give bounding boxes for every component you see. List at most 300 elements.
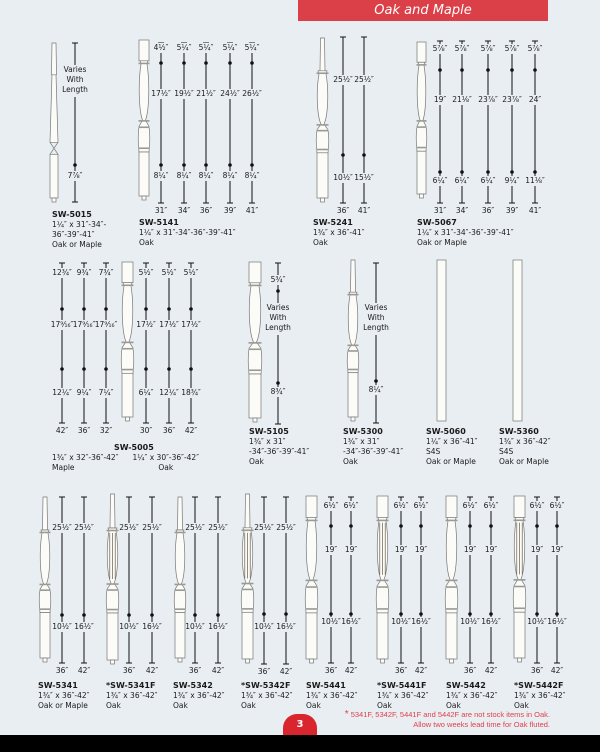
product-sw-5067 bbox=[416, 41, 545, 215]
spec-line: S4S bbox=[499, 447, 514, 456]
ring bbox=[242, 589, 254, 591]
product-sw-5342 bbox=[174, 497, 228, 675]
overall-length: 36″ bbox=[481, 206, 495, 215]
segment-length: 6½″ bbox=[413, 501, 429, 510]
varies-word: With bbox=[367, 313, 385, 322]
segment-length: 25½″ bbox=[74, 523, 94, 532]
divider-dot bbox=[468, 612, 472, 616]
divider-dot bbox=[438, 68, 442, 72]
bottom-block bbox=[139, 152, 149, 196]
ring bbox=[175, 608, 186, 610]
product-caption bbox=[417, 218, 514, 248]
divider-dot bbox=[204, 61, 208, 65]
overall-length: 31″ bbox=[154, 206, 168, 215]
section-title: Oak and Maple bbox=[298, 0, 548, 21]
segment-length: 24″ bbox=[528, 95, 542, 104]
ring bbox=[242, 529, 254, 531]
overall-length: 32″ bbox=[99, 426, 113, 435]
product-caption bbox=[446, 681, 497, 711]
pin bbox=[321, 198, 325, 202]
segment-length: 16½″ bbox=[142, 622, 162, 631]
divider-dot bbox=[510, 170, 514, 174]
overall-length: 42″ bbox=[484, 666, 498, 675]
bottom-block bbox=[348, 373, 358, 417]
ring bbox=[514, 579, 526, 581]
product-caption bbox=[139, 218, 236, 248]
spec-line: 1¾″ x 36″-42″ bbox=[173, 691, 225, 700]
divider-dot bbox=[329, 524, 333, 528]
pin bbox=[310, 659, 314, 663]
dimension-lines bbox=[398, 497, 424, 663]
segment-length: 10½″ bbox=[254, 622, 274, 631]
segment-length: 6½″ bbox=[323, 501, 339, 510]
divider-dot bbox=[216, 613, 220, 617]
page-number: 3 bbox=[283, 714, 317, 738]
divider-dot bbox=[228, 163, 232, 167]
segment-length: 16½″ bbox=[341, 617, 361, 626]
segment-length: 19″ bbox=[463, 545, 477, 554]
segment-length: 5⅞″ bbox=[527, 44, 543, 53]
overall-length: 34″ bbox=[177, 206, 191, 215]
spec-wood: Oak bbox=[158, 463, 174, 472]
overall-length: 42″ bbox=[77, 666, 91, 675]
footnote-line-2: Allow two weeks lead time for Oak fluted. bbox=[413, 720, 550, 729]
ring bbox=[446, 580, 458, 582]
overall-length: 36″ bbox=[199, 206, 213, 215]
turned-section bbox=[174, 530, 186, 613]
ring bbox=[348, 350, 359, 352]
ring bbox=[249, 348, 262, 350]
ring bbox=[107, 530, 119, 532]
product-sw-5341f bbox=[106, 494, 162, 675]
label-backgrounds bbox=[393, 501, 429, 627]
segment-length: 5¾″ bbox=[270, 275, 286, 284]
turned-section bbox=[121, 283, 134, 374]
overall-length: 36″ bbox=[122, 666, 136, 675]
segment-length: 6½″ bbox=[549, 501, 565, 510]
ring bbox=[377, 520, 389, 522]
turned-section bbox=[445, 518, 458, 613]
segment-length: 16½″ bbox=[481, 617, 501, 626]
product-caption bbox=[38, 681, 89, 711]
product-caption bbox=[249, 427, 309, 467]
pin-top bbox=[52, 43, 57, 75]
ring bbox=[446, 608, 458, 610]
varies-word: Length bbox=[62, 85, 88, 94]
overall-length: 42″ bbox=[279, 667, 293, 676]
board-shape bbox=[513, 260, 522, 421]
bottom-block bbox=[249, 374, 261, 418]
segment-length: 8¼″ bbox=[176, 171, 192, 180]
product-caption bbox=[173, 681, 224, 711]
ring bbox=[514, 586, 526, 588]
divider-dot bbox=[82, 367, 86, 371]
product-caption bbox=[241, 681, 292, 711]
pin bbox=[450, 659, 454, 663]
spec-line: 1¾″ x 31″ bbox=[343, 437, 380, 446]
divider-dot bbox=[144, 307, 148, 311]
bottom-block bbox=[317, 153, 328, 198]
top-block bbox=[249, 262, 261, 283]
divider-dot bbox=[535, 524, 539, 528]
segment-length: 10½″ bbox=[460, 617, 480, 626]
product-caption bbox=[343, 427, 403, 467]
pin bbox=[246, 659, 250, 663]
spec-line: 1¼″ x 31″-34″-36″-39″-41″ bbox=[139, 228, 236, 237]
product-code: SW-5015 bbox=[52, 210, 92, 219]
spec-line: 1¼″ x 31″-34″- bbox=[52, 220, 107, 229]
overall-length: 42″ bbox=[344, 666, 358, 675]
varies-word: Varies bbox=[266, 303, 290, 312]
ring bbox=[40, 608, 51, 610]
segment-length: 6½″ bbox=[483, 501, 499, 510]
overall-length: 34″ bbox=[455, 206, 469, 215]
dimension-lines bbox=[467, 497, 494, 663]
spec-line: Oak or Maple bbox=[499, 457, 549, 466]
ring bbox=[139, 126, 150, 128]
divider-dot bbox=[489, 524, 493, 528]
ring bbox=[122, 369, 134, 371]
segment-length: 5⅞″ bbox=[432, 44, 448, 53]
product-caption bbox=[52, 443, 199, 473]
divider-dot bbox=[535, 612, 539, 616]
dimension-labels bbox=[527, 501, 567, 675]
pin bbox=[420, 194, 424, 198]
pin bbox=[178, 658, 182, 662]
segment-length: 12¼″ bbox=[159, 388, 179, 397]
dimension-lines bbox=[59, 497, 87, 663]
segment-length: 5¼″ bbox=[198, 43, 214, 52]
dimension-labels bbox=[254, 523, 296, 676]
segment-length: 6¼″ bbox=[454, 176, 470, 185]
divider-dot bbox=[250, 163, 254, 167]
ring bbox=[175, 584, 186, 586]
product-sw-5015 bbox=[50, 43, 91, 202]
spec-line: 1¾″ x 36″-42″ bbox=[38, 691, 90, 700]
overall-length: 42″ bbox=[414, 666, 428, 675]
pin bbox=[253, 418, 257, 422]
segment-length: 19″ bbox=[414, 545, 428, 554]
segment-length: 6½″ bbox=[462, 501, 478, 510]
segment-length: 16½″ bbox=[208, 622, 228, 631]
divider-dot bbox=[250, 61, 254, 65]
spec-line: Oak bbox=[173, 701, 188, 710]
segment-length: 19″ bbox=[484, 545, 498, 554]
segment-length: 25½″ bbox=[119, 523, 139, 532]
bottom-block bbox=[377, 613, 388, 659]
ring bbox=[139, 63, 150, 65]
segment-length: 21½″ bbox=[196, 89, 216, 98]
top-block bbox=[417, 42, 426, 62]
dimension-labels bbox=[52, 523, 94, 675]
segment-length: 25½″ bbox=[276, 523, 296, 532]
ring bbox=[446, 520, 458, 522]
bottom-block bbox=[40, 613, 50, 659]
segment-length: 12¼″ bbox=[52, 388, 72, 397]
overall-length: 42″ bbox=[145, 666, 159, 675]
ring bbox=[107, 583, 119, 585]
segment-length: 7⅞″ bbox=[67, 171, 83, 180]
bottom-block bbox=[122, 373, 133, 417]
segment-length: 8¼″ bbox=[153, 171, 169, 180]
spec-line: Oak or Maple bbox=[426, 457, 476, 466]
spec-line: 1¼″ x 36″-41″ bbox=[426, 437, 478, 446]
pin-top bbox=[43, 497, 48, 530]
divider-dot bbox=[419, 524, 423, 528]
spec-line: Oak or Maple bbox=[38, 701, 88, 710]
ring bbox=[139, 147, 150, 149]
bottom-block bbox=[242, 612, 253, 659]
ring bbox=[348, 294, 359, 296]
segment-length: 21⅛″ bbox=[452, 95, 472, 104]
segment-length: 23⅞″ bbox=[478, 95, 498, 104]
segment-length: 8¼″ bbox=[198, 171, 214, 180]
label-backgrounds bbox=[121, 523, 160, 632]
top-block bbox=[306, 496, 317, 518]
segment-length: 5¼″ bbox=[176, 43, 192, 52]
ring bbox=[306, 520, 318, 522]
segment-length: 25½″ bbox=[333, 75, 353, 84]
dimension-labels bbox=[151, 43, 262, 215]
spec-line: Oak bbox=[241, 701, 256, 710]
product-sw-5360 bbox=[513, 260, 522, 421]
product-sw-5442f bbox=[513, 496, 567, 675]
product-code: SW-5005 bbox=[114, 443, 154, 452]
spec-line: 1¾″ x 31″ bbox=[249, 437, 286, 446]
top-block bbox=[446, 496, 457, 518]
product-code: SW-5360 bbox=[499, 427, 539, 436]
ring bbox=[175, 589, 186, 591]
spec-wood: Maple bbox=[52, 463, 75, 472]
pin-top bbox=[178, 497, 183, 530]
divider-dot bbox=[399, 524, 403, 528]
divider-dot bbox=[182, 163, 186, 167]
divider-dot bbox=[82, 307, 86, 311]
turned-section bbox=[347, 292, 359, 373]
divider-dot bbox=[486, 170, 490, 174]
product-sw-5300 bbox=[347, 260, 392, 423]
product-sw-5005 bbox=[51, 262, 201, 435]
product-caption bbox=[313, 218, 364, 248]
overall-length: 36″ bbox=[55, 666, 69, 675]
spec-line: Oak bbox=[343, 457, 358, 466]
segment-length: 10½″ bbox=[333, 173, 353, 182]
segment-length: 8¼″ bbox=[244, 171, 260, 180]
divider-dot bbox=[228, 61, 232, 65]
segment-length: 5½″ bbox=[183, 268, 199, 277]
product-code: SW-5241 bbox=[313, 218, 353, 227]
spec-line: Oak bbox=[446, 701, 461, 710]
product-caption bbox=[514, 681, 565, 711]
label-backgrounds bbox=[54, 523, 92, 632]
bottom-block bbox=[417, 151, 426, 194]
divider-dot bbox=[167, 307, 171, 311]
spec-line: 1¾″ x 36″-42″ bbox=[106, 691, 158, 700]
divider-dot bbox=[159, 163, 163, 167]
spec-line: Oak or Maple bbox=[417, 238, 467, 247]
divider-dot bbox=[533, 68, 537, 72]
dimension-labels bbox=[391, 501, 431, 675]
ring bbox=[306, 586, 318, 588]
pin bbox=[43, 658, 47, 662]
divider-dot bbox=[127, 613, 131, 617]
pin bbox=[518, 658, 522, 662]
divider-dot bbox=[276, 381, 280, 385]
segment-length: 6½″ bbox=[529, 501, 545, 510]
varies-word: Length bbox=[363, 323, 389, 332]
product-sw-5105 bbox=[248, 262, 294, 424]
segment-length: 7¼″ bbox=[98, 388, 114, 397]
segment-length: 19″ bbox=[550, 545, 564, 554]
dimension-labels bbox=[460, 501, 501, 675]
ring bbox=[139, 120, 150, 122]
divider-dot bbox=[486, 68, 490, 72]
ring bbox=[107, 589, 119, 591]
footnote bbox=[345, 710, 550, 730]
ring bbox=[348, 345, 359, 347]
product-sw-5060 bbox=[437, 260, 446, 421]
segment-length: 4½″ bbox=[153, 43, 169, 52]
segment-length: 17⁹⁄₁₆″ bbox=[72, 320, 96, 329]
product-caption bbox=[52, 210, 106, 250]
product-code: SW-5342 bbox=[173, 681, 213, 690]
segment-length: 10½″ bbox=[391, 617, 411, 626]
spec-line: 1¾″ x 36″-42″ bbox=[499, 437, 551, 446]
varies-word: Length bbox=[265, 323, 291, 332]
label-backgrounds bbox=[462, 501, 499, 627]
ring bbox=[377, 580, 389, 582]
top-block bbox=[377, 496, 388, 518]
ring bbox=[40, 532, 51, 534]
ring bbox=[417, 126, 427, 128]
product-code: SW-5060 bbox=[426, 427, 466, 436]
ring bbox=[514, 607, 526, 609]
segment-length: 16½″ bbox=[411, 617, 431, 626]
ring bbox=[417, 64, 427, 66]
product-caption bbox=[426, 427, 477, 467]
divider-dot bbox=[533, 170, 537, 174]
overall-length: 30″ bbox=[139, 426, 153, 435]
spec-line: Oak bbox=[514, 701, 529, 710]
divider-dot bbox=[73, 163, 77, 167]
board-shape bbox=[437, 260, 446, 421]
product-caption bbox=[106, 681, 157, 711]
spec-line: Oak bbox=[106, 701, 121, 710]
product-code: *SW-5342F bbox=[241, 681, 291, 690]
pin-top bbox=[110, 494, 115, 528]
segment-length: 19″ bbox=[344, 545, 358, 554]
product-code: SW-5442 bbox=[446, 681, 486, 690]
segment-length: 15½″ bbox=[354, 173, 374, 182]
ring bbox=[242, 608, 254, 610]
divider-dot bbox=[419, 612, 423, 616]
spec-line: 36″-39″-41″ bbox=[52, 230, 95, 239]
ring bbox=[514, 519, 526, 521]
segment-length: 25½″ bbox=[142, 523, 162, 532]
overall-length: 41″ bbox=[528, 206, 542, 215]
pin bbox=[351, 417, 355, 421]
segment-length: 18¾″ bbox=[181, 388, 201, 397]
product-code: *SW-5341F bbox=[106, 681, 156, 690]
divider-dot bbox=[189, 307, 193, 311]
divider-dot bbox=[460, 68, 464, 72]
footer-bar bbox=[0, 735, 600, 752]
divider-dot bbox=[276, 289, 280, 293]
segment-length: 8¼″ bbox=[222, 171, 238, 180]
dimension-lines bbox=[275, 263, 281, 424]
product-sw-5441f bbox=[376, 496, 431, 675]
segment-length: 10½″ bbox=[527, 617, 547, 626]
divider-dot bbox=[489, 612, 493, 616]
dimension-labels bbox=[333, 75, 374, 215]
label-backgrounds bbox=[529, 501, 565, 627]
dimension-lines bbox=[373, 263, 379, 423]
collar bbox=[50, 142, 58, 154]
spec-line: 1¾″ x 36″-42″ bbox=[306, 691, 358, 700]
divider-dot bbox=[60, 367, 64, 371]
top-block bbox=[514, 496, 525, 518]
ring bbox=[446, 586, 458, 588]
segment-length: 5½″ bbox=[138, 268, 154, 277]
product-code: SW-5341 bbox=[38, 681, 78, 690]
segment-length: 9¾″ bbox=[76, 268, 92, 277]
product-code: SW-5105 bbox=[249, 427, 289, 436]
segment-length: 16½″ bbox=[74, 622, 94, 631]
overall-length: 39″ bbox=[505, 206, 519, 215]
segment-length: 9¼″ bbox=[76, 388, 92, 397]
overall-length: 36″ bbox=[162, 426, 176, 435]
segment-length: 19″ bbox=[394, 545, 408, 554]
segment-length: 8¾″ bbox=[270, 387, 286, 396]
bottom-block bbox=[107, 613, 118, 660]
segment-length: 5⅞″ bbox=[504, 44, 520, 53]
product-code: *SW-5441F bbox=[377, 681, 427, 690]
segment-length: 6½″ bbox=[343, 501, 359, 510]
divider-dot bbox=[182, 61, 186, 65]
segment-length: 11⅛″ bbox=[525, 176, 545, 185]
spec-size: 1¾″ x 32″-36″-42″ bbox=[52, 453, 119, 462]
divider-dot bbox=[189, 367, 193, 371]
segment-length: 10½″ bbox=[321, 617, 341, 626]
product-sw-5241 bbox=[316, 37, 374, 215]
spec-line: Oak bbox=[139, 238, 154, 247]
ring bbox=[107, 609, 119, 611]
overall-length: 36″ bbox=[188, 666, 202, 675]
product-caption bbox=[306, 681, 357, 711]
divider-dot bbox=[341, 153, 345, 157]
ring bbox=[317, 124, 329, 126]
segment-length: 5¼″ bbox=[222, 43, 238, 52]
segment-length: 6½″ bbox=[393, 501, 409, 510]
divider-dot bbox=[362, 153, 366, 157]
segment-length: 6¼″ bbox=[480, 176, 496, 185]
product-code: SW-5141 bbox=[139, 218, 179, 227]
ring bbox=[377, 608, 389, 610]
turned-section bbox=[316, 71, 329, 153]
overall-length: 36″ bbox=[394, 666, 408, 675]
divider-dot bbox=[555, 524, 559, 528]
segment-length: 19″ bbox=[433, 95, 447, 104]
ring bbox=[242, 583, 254, 585]
segment-length: 25½″ bbox=[185, 523, 205, 532]
turned-section bbox=[305, 518, 318, 613]
product-caption bbox=[377, 681, 428, 711]
ring bbox=[317, 72, 329, 74]
spec-line: 1¾″ x 36″-42″ bbox=[446, 691, 498, 700]
spec-line: 1¾″ x 36″-42″ bbox=[377, 691, 429, 700]
dimension-labels bbox=[119, 523, 162, 675]
segment-length: 25½″ bbox=[208, 523, 228, 532]
